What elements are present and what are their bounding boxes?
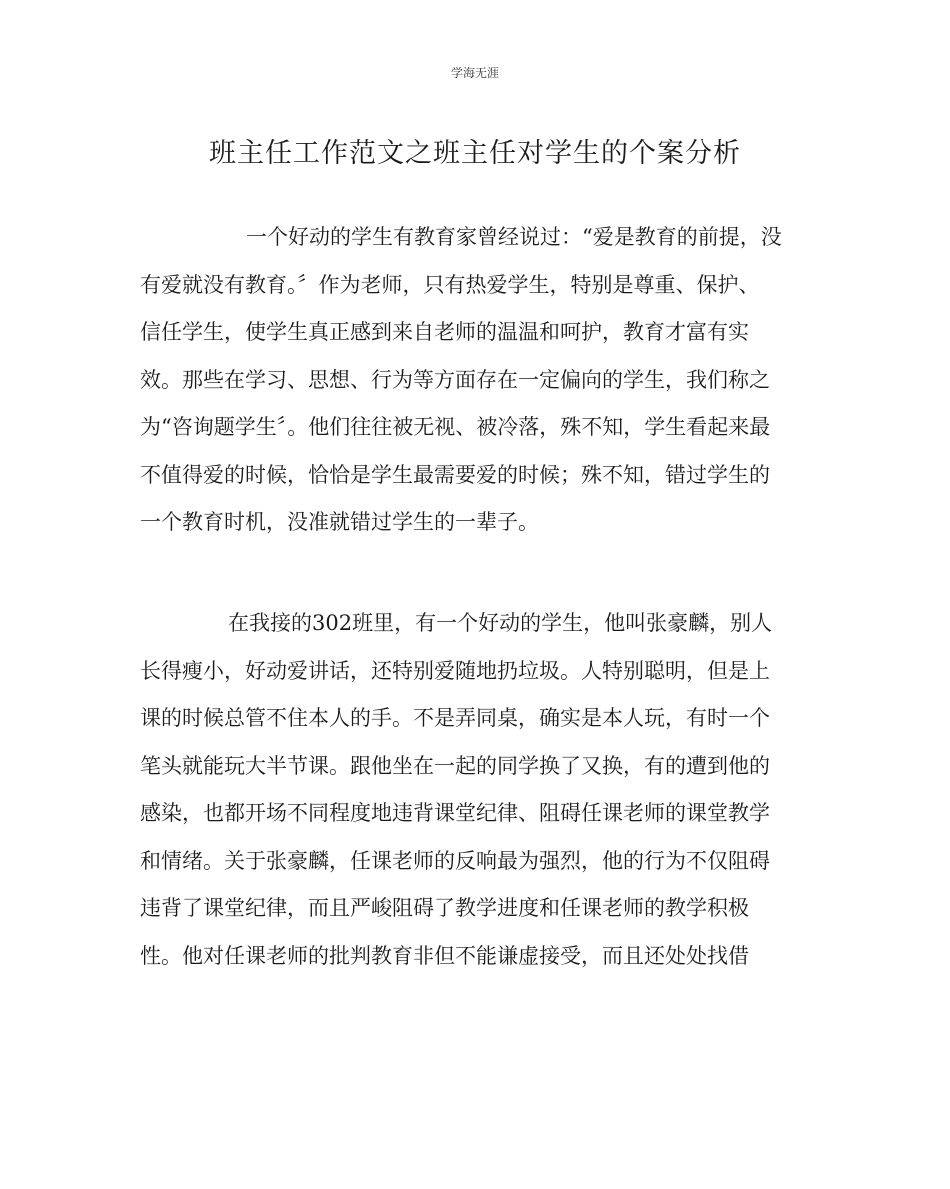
paragraph-line: 性。他对任课老师的批判教育非但不能谦虚接受，而且还处处找借 — [140, 943, 749, 968]
paragraph-line: 为“咨询题学生〞。他们往往被无视、被冷落，殊不知，学生看起来最 — [140, 415, 771, 439]
paragraph-line: 信任学生，使学生真正感到来自老师的温温和呵护，教育才富有实 — [140, 320, 749, 344]
paragraph-line: 和情绪。关于张豪麟，任课老师的反响最为强烈，他的行为不仅阻碍 — [140, 848, 770, 873]
paragraph-line: 违背了课堂纪律，而且严峻阻碍了教学进度和任课老师的教学积极 — [140, 896, 749, 920]
paragraph-line: 感染，也都开场不同程度地违背课堂纪律、阻碍任课老师的课堂教学 — [140, 801, 770, 825]
paragraph-line: 效。那些在学习、思想、行为等方面存在一定偏向的学生，我们称之 — [140, 367, 770, 392]
paragraph-1 — [140, 214, 805, 547]
paragraph-line: 有爱就没有教育。〞作为老师，只有热爱学生，特别是尊重、保护、 — [140, 272, 760, 297]
paragraph-2 — [140, 600, 805, 980]
document-title: 班主任工作范文之班主任对学生的个案分析 — [209, 138, 741, 169]
paragraph-line: 笔头就能玩大半节课。跟他坐在一起的同学换了又换，有的遭到他的 — [140, 753, 770, 778]
paragraph-line: 课的时候总管不住本人的手。不是弄同桌，确实是本人玩，有时一个 — [140, 706, 770, 730]
paragraph-line: 一个教育时机，没准就错过学生的一辈子。 — [140, 510, 539, 534]
paragraph-line: 长得瘦小，好动爱讲话，还特别爱随地扔垃圾。人特别聪明，但是上 — [140, 658, 770, 683]
page-header: 学海无涯 — [450, 66, 499, 80]
paragraph-line: 在我接的302班里，有一个好动的学生，他叫张豪麟，别人 — [228, 611, 773, 635]
paragraph-line: 不值得爱的时候，恰恰是学生最需要爱的时候；殊不知，错过学生的 — [140, 462, 770, 487]
paragraph-line: 一个好动的学生有教育家曾经说过：“爱是教育的前提，没 — [246, 225, 782, 249]
